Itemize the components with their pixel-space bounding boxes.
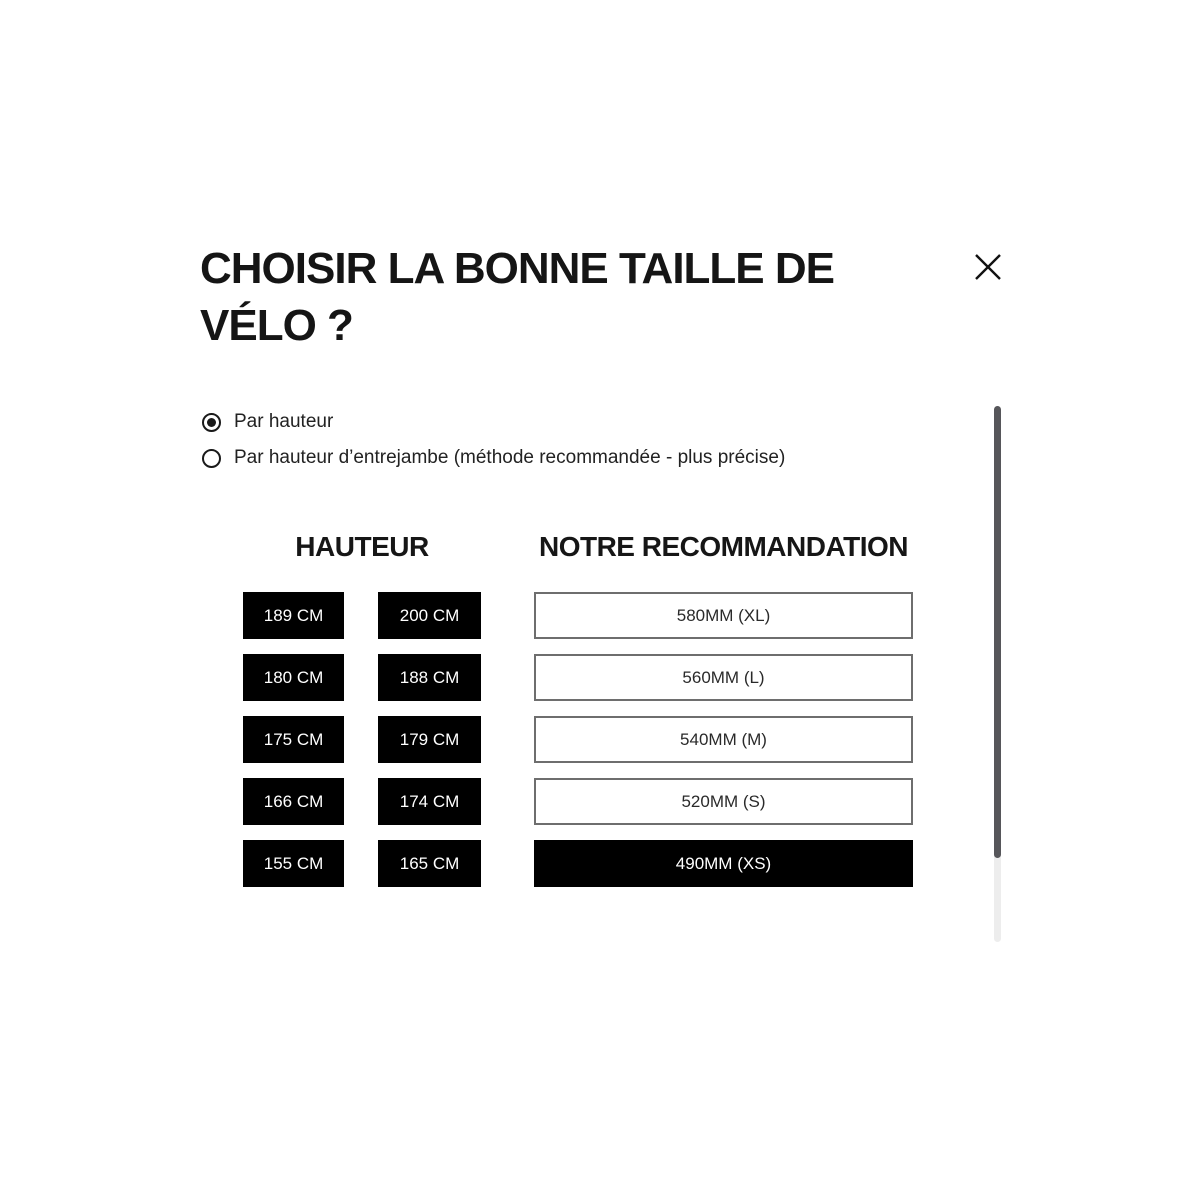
- column-header-recommandation: NOTRE RECOMMANDATION: [538, 531, 908, 562]
- scrollbar-thumb[interactable]: [994, 406, 1001, 858]
- table-row: [243, 778, 913, 825]
- size-recommendation-button[interactable]: 580MM (XL): [534, 592, 913, 639]
- height-min-cell: 189 CM: [243, 592, 344, 639]
- table-row: [243, 654, 913, 701]
- radio-selected-icon: [202, 413, 221, 432]
- height-max-cell: 179 CM: [378, 716, 481, 763]
- size-recommendation-button[interactable]: 560MM (L): [534, 654, 913, 701]
- modal-title: CHOISIR LA BONNE TAILLE DE VÉLO ?: [200, 244, 834, 350]
- table-row: [243, 716, 913, 763]
- radio-option-by-height[interactable]: [202, 410, 785, 434]
- header-spacer: [481, 531, 534, 563]
- height-max-cell: 188 CM: [378, 654, 481, 701]
- radio-option-label: Par hauteur: [234, 411, 334, 432]
- radio-option-label: Par hauteur d’entrejambe (méthode recommandée - plus précise): [234, 447, 786, 468]
- height-min-cell: 155 CM: [243, 840, 344, 887]
- close-icon: [973, 252, 1003, 282]
- height-max-cell: 165 CM: [378, 840, 481, 887]
- size-table: [243, 592, 913, 902]
- table-header-row: [243, 531, 913, 563]
- table-row: [243, 840, 913, 887]
- size-recommendation-button-selected[interactable]: 490MM (XS): [534, 840, 913, 887]
- column-header-hauteur: HAUTEUR: [295, 531, 429, 562]
- height-max-cell: 200 CM: [378, 592, 481, 639]
- size-recommendation-button[interactable]: 540MM (M): [534, 716, 913, 763]
- height-min-cell: 175 CM: [243, 716, 344, 763]
- size-method-radio-group: [202, 410, 785, 482]
- size-recommendation-button[interactable]: 520MM (S): [534, 778, 913, 825]
- scrollbar-track[interactable]: [994, 406, 1001, 942]
- radio-unselected-icon: [202, 449, 221, 468]
- height-min-cell: 180 CM: [243, 654, 344, 701]
- close-button[interactable]: [970, 249, 1006, 285]
- height-max-cell: 174 CM: [378, 778, 481, 825]
- radio-option-by-inseam[interactable]: [202, 446, 785, 470]
- height-min-cell: 166 CM: [243, 778, 344, 825]
- table-row: [243, 592, 913, 639]
